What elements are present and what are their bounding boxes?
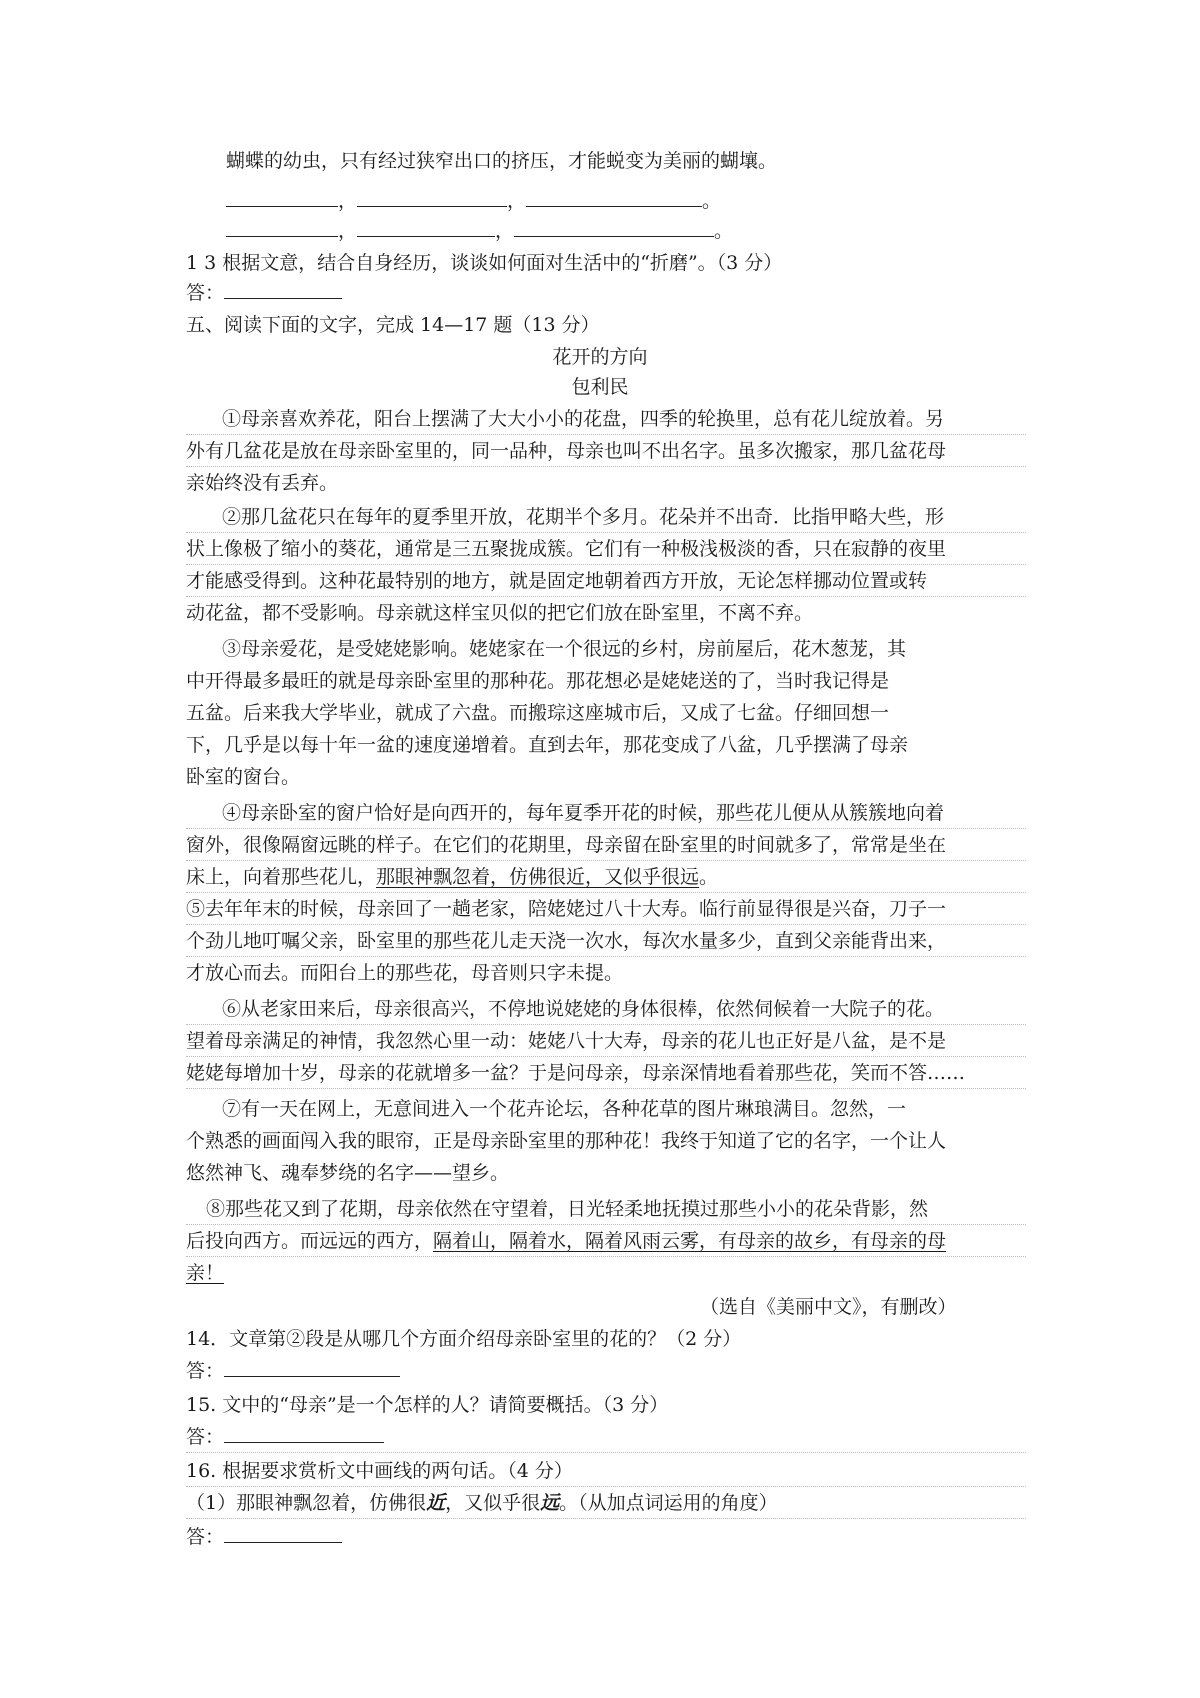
blank-field[interactable] xyxy=(526,188,702,207)
paragraph-7-line: ⑦有一天在网上，无意间进入一个花卉论坛，各种花草的图片琳琅满目。忽然，一 xyxy=(222,1098,907,1120)
answer-line-14 xyxy=(186,1356,400,1386)
answer-label: 答： xyxy=(186,1360,225,1382)
question-16: 16. 根据要求赏析文中画线的两句话。（4 分） xyxy=(186,1456,1026,1487)
answer-label: 答： xyxy=(186,1426,225,1448)
paragraph-6-line: ⑥从老家田来后，母亲很高兴，不停地说姥姥的身体很棒，依然伺候着一大院子的花。 xyxy=(186,994,1026,1025)
paragraph-2-line: 状上像极了缩小的葵花，通常是三五聚拢成簇。它们有一种极浅极淡的香，只在寂静的夜里 xyxy=(186,534,1026,565)
paragraph-6-line: 望着母亲满足的神情，我忽然心里一动：姥姥八十大寿，母亲的花儿也正好是八盆，是不是 xyxy=(186,1026,1026,1057)
blank-field[interactable] xyxy=(226,188,338,207)
plain-text: ，又似乎很 xyxy=(445,1492,541,1514)
paragraph-6-line: 姥姥每增加十岁，母亲的花就增多一盆？于是问母亲，母亲深情地看着那些花，笑而不答…… xyxy=(186,1058,1026,1089)
paragraph-3-line: 五盆。后来我大学毕业，就成了六盘。而搬琮这座城市后，又成了七盆。仔细回想一 xyxy=(186,702,890,724)
plain-text: 后投向西方。而远远的西方， xyxy=(186,1230,434,1252)
paragraph-1-line: 亲始终没有丢弃。 xyxy=(186,472,339,494)
fill-in-row-2 xyxy=(226,216,733,246)
article-title: 花开的方向 xyxy=(552,346,648,368)
comma: ， xyxy=(495,220,515,242)
answer-line-13 xyxy=(186,278,342,308)
plain-text: （1）那眼神飘忽着，仿佛很 xyxy=(186,1492,427,1514)
paragraph-4-line: ④母亲卧室的窗户恰好是向西开的，每年夏季开花的时候，那些花儿便从从簇簇地向着 xyxy=(186,798,1026,829)
fill-in-example: 蝴蝶的幼虫，只有经过狭窄出口的挤压，才能蜕变为美丽的蝴壤。 xyxy=(226,150,778,172)
paragraph-7-line: 个熟悉的画面闯入我的眼帘，正是母亲卧室里的那种花！我终于知道了它的名字，一个让人 xyxy=(186,1130,947,1152)
answer-line-16 xyxy=(186,1522,342,1552)
article-author: 包利民 xyxy=(571,376,629,398)
paragraph-2-line: 才能感受得到。这种花最特别的地方，就是固定地朝着西方开放，无论怎样挪动位置或转 xyxy=(186,566,1026,597)
question-13: 1 3 根据文意，结合自身经历，谈谈如何面对生活中的“折磨”。（3 分） xyxy=(186,252,783,274)
question-16-part-1 xyxy=(186,1488,1026,1519)
paragraph-2-line: 动花盆，都不受影响。母亲就这样宝贝似的把它们放在卧室里，不离不弃。 xyxy=(186,602,814,624)
comma: ， xyxy=(507,190,527,212)
answer-label: 答： xyxy=(186,1526,225,1548)
question-14: 14．文章第②段是从哪几个方面介绍母亲卧室里的花的？（2 分） xyxy=(186,1328,742,1350)
paragraph-2-line: ②那几盆花只在每年的夏季里开放，花期半个多月。花朵并不出奇．比指甲略大些，形 xyxy=(186,502,1026,533)
article-source: （选自《美丽中文》，有删改） xyxy=(700,1296,957,1318)
paragraph-8-line xyxy=(186,1226,1026,1257)
paragraph-1-line: ①母亲喜欢养花，阳台上摆满了大大小小的花盘，四季的轮换里，总有花儿绽放着。另 xyxy=(186,404,1026,435)
paragraph-4-line xyxy=(186,862,1026,893)
paragraph-3-line: 中开得最多最旺的就是母亲卧室里的那种花。那花想必是姥姥送的了，当时我记得是 xyxy=(186,670,890,692)
plain-text: 。（从加点词运用的角度） xyxy=(559,1492,778,1514)
plain-text: 。 xyxy=(699,866,719,888)
fill-in-row-1 xyxy=(226,186,721,216)
paragraph-3-line: 卧室的窗台。 xyxy=(186,766,301,788)
answer-field[interactable] xyxy=(224,1524,342,1543)
period: 。 xyxy=(702,190,722,212)
paragraph-3-line: 下，几乎是以每十年一盆的速度递增着。直到去年，那花变成了八盆，几乎摆满了母亲 xyxy=(186,734,909,756)
paragraph-8-line: ⑧那些花又到了花期，母亲依然在守望着，日光轻柔地抚摸过那些小小的花朵背影，然 xyxy=(186,1194,1026,1225)
paragraph-4-line: 窗外，很像隔窗远眺的样子。在它们的花期里，母亲留在卧室里的时间就多了，常常是坐在 xyxy=(186,830,1026,861)
answer-field[interactable] xyxy=(224,280,342,299)
section-heading: 五、阅读下面的文字，完成 14—17 题（13 分） xyxy=(186,314,600,336)
underlined-sentence-2: 隔着山，隔着水，隔着风雨云雾，有母亲的故乡，有母亲的母 xyxy=(433,1230,947,1252)
blank-field[interactable] xyxy=(226,218,338,237)
plain-text: 床上，向着那些花儿， xyxy=(186,866,377,888)
paragraph-5-line: 个劲儿地叮嘱父亲，卧室里的那些花儿走天浇一次水，每次水量多少，直到父亲能背出来， xyxy=(186,926,1026,957)
blank-field[interactable] xyxy=(514,218,714,237)
blank-field[interactable] xyxy=(357,188,507,207)
dotted-word-far: 远 xyxy=(540,1492,560,1514)
dotted-word-near: 近 xyxy=(426,1492,446,1514)
underlined-sentence-1: 那眼神飘忽着，仿佛很近，又似乎很远 xyxy=(376,866,700,888)
answer-field[interactable] xyxy=(224,1358,400,1377)
answer-field[interactable] xyxy=(224,1424,384,1443)
answer-label: 答： xyxy=(186,282,225,304)
answer-line-15 xyxy=(186,1422,1026,1453)
comma: ， xyxy=(338,220,358,242)
paragraph-5-line: ⑤去年年末的时候，母亲回了一趟老家，陪姥姥过八十大寿。临行前显得很是兴奋，刀子一 xyxy=(186,894,1026,925)
underlined-sentence-2-end: 亲！ xyxy=(186,1262,225,1284)
comma: ， xyxy=(338,190,358,212)
period: 。 xyxy=(714,220,734,242)
paragraph-1-line: 外有几盆花是放在母亲卧室里的，同一品种，母亲也叫不出名字。虽多次搬家，那几盆花母 xyxy=(186,436,1026,467)
paragraph-5-line: 才放心而去。而阳台上的那些花，母音则只字未提。 xyxy=(186,962,624,984)
paragraph-3-line: ③母亲爱花，是受姥姥影响。姥姥家在一个很远的乡村，房前屋后，花木葱茏，其 xyxy=(222,638,907,660)
paragraph-7-line: 悠然神飞、魂奉梦绕的名字——望乡。 xyxy=(186,1162,510,1184)
paragraph-8-line xyxy=(186,1258,224,1288)
question-15: 15. 文中的“母亲”是一个怎样的人？请简要概括。（3 分） xyxy=(186,1394,669,1416)
blank-field[interactable] xyxy=(357,218,495,237)
